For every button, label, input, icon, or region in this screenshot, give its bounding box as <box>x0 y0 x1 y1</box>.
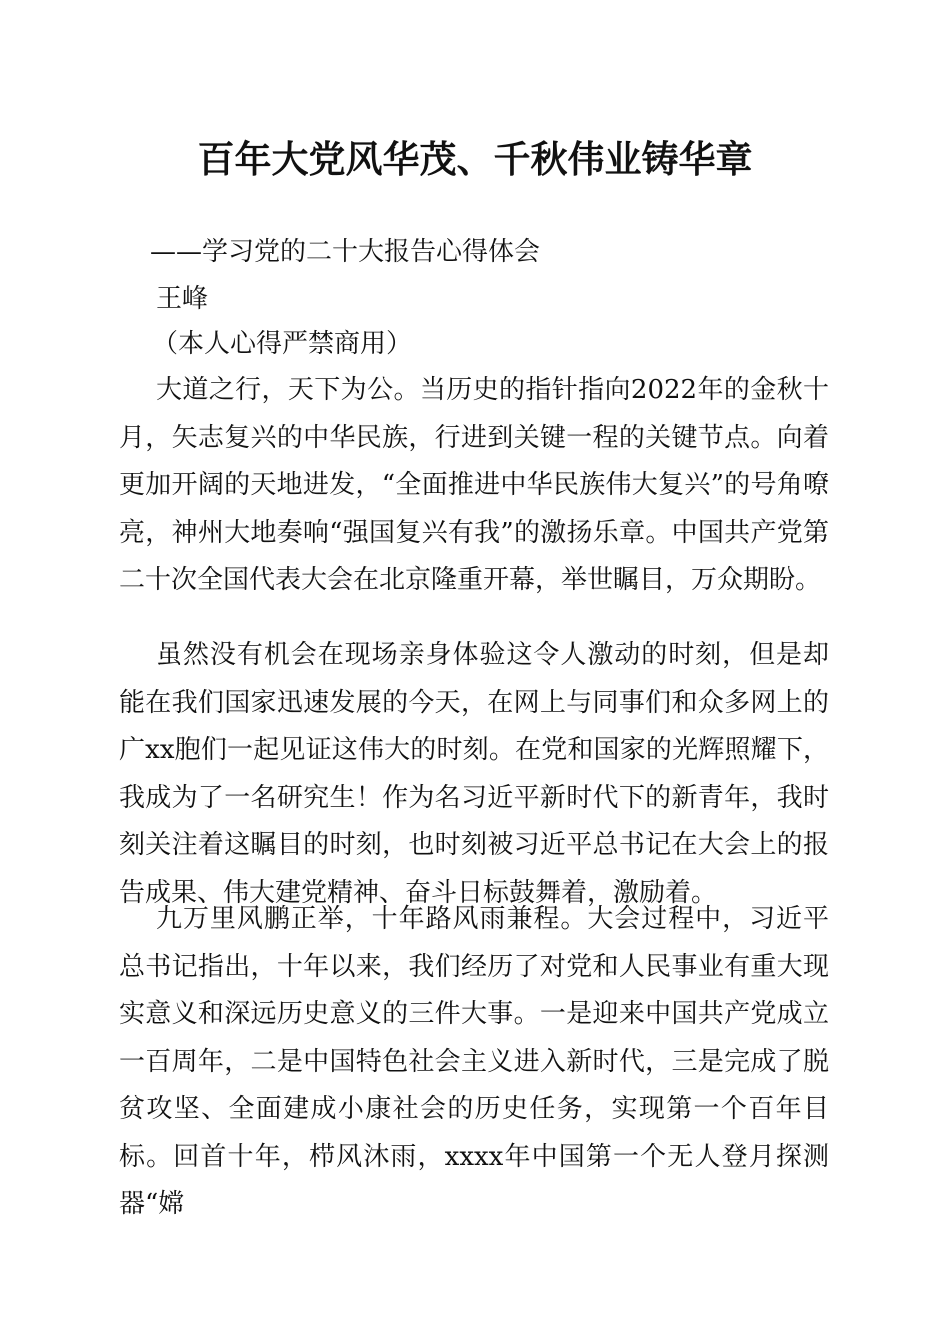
author-name: 王峰 <box>156 284 209 314</box>
document-subtitle: ——学习党的二十大报告心得体会 <box>150 237 541 267</box>
paragraph-1: 大道之行，天下为公。当历史的指针指向2022年的金秋十月，矢志复兴的中华民族，行进到关键一程的关键节点。向着更加开阔的天地进发，“全面推进中华民族伟大复兴”的号角嘹亮，神州大地奏响“强国复兴有我”的激扬乐章。中国共产党第二十次全国代表大会在北京隆重开幕，举世瞩目，万众期盼。 <box>119 375 829 595</box>
usage-note: （本人心得严禁商用） <box>152 329 413 359</box>
paragraph-2: 虽然没有机会在现场亲身体验这令人激动的时刻，但是却能在我们国家迅速发展的今天，在网上与同事们和众多网上的广xx胞们一起见证这伟大的时刻。在党和国家的光辉照耀下，我成为了一名研究生！作为名习近平新时代下的新青年，我时刻关注着这瞩目的时刻，也时刻被习近平总书记在大会上的报告成果、伟大建党精神、奋斗日标鼓舞着，激励着。 <box>119 640 829 908</box>
paragraph-3: 九万里风鹏正举，十年路风雨兼程。大会过程中，习近平总书记指出，十年以来，我们经历了对党和人民事业有重大现实意义和深远历史意义的三件大事。一是迎来中国共产党成立一百周年，二是中国特色社会主义进入新时代，三是完成了脱贫攻坚、全面建成小康社会的历史任务，实现第一个百年目标。回首十年，栉风沐雨，xxxx年中国第一个无人登月探测器“嫦 <box>119 904 829 1219</box>
document-title: 百年大党风华茂、千秋伟业铸华章 <box>197 137 753 181</box>
